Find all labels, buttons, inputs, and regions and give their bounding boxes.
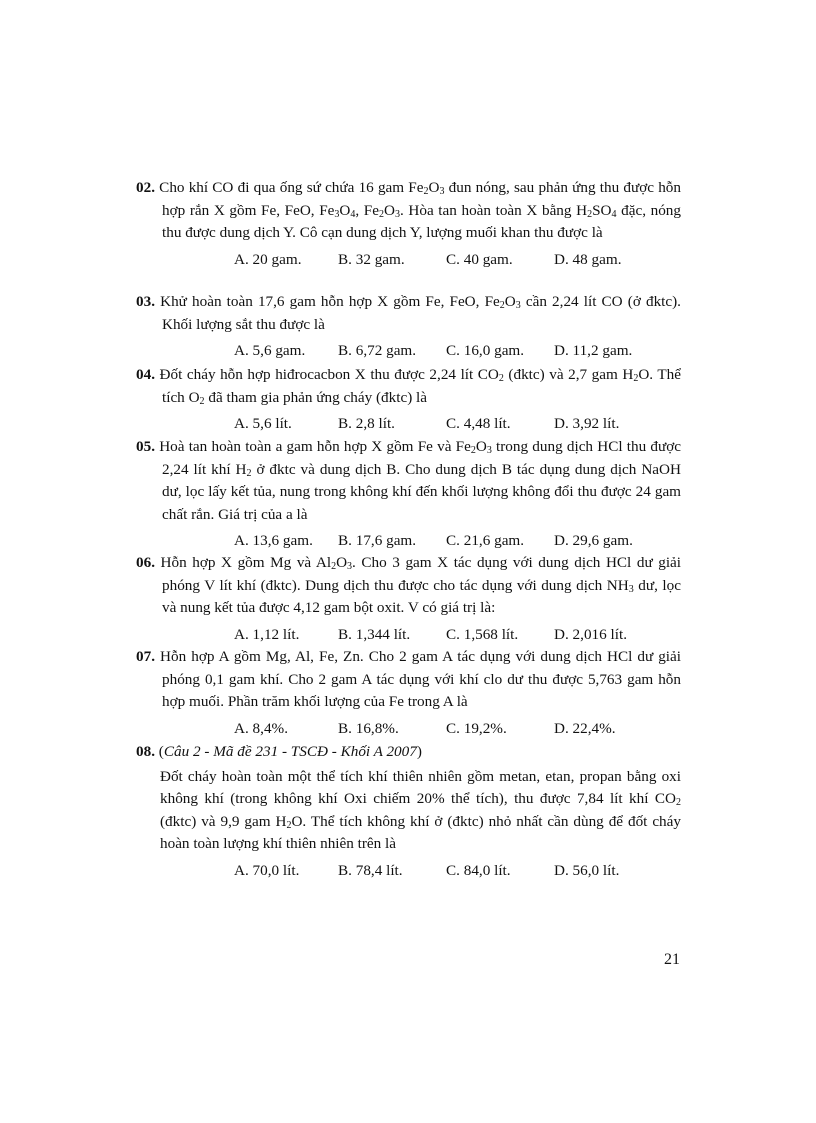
option-a: A. 1,12 lít.	[234, 625, 300, 643]
question-08	[136, 741, 681, 883]
option-d: D. 56,0 lít.	[554, 861, 620, 879]
option-b: B. 17,6 gam.	[338, 532, 417, 550]
question-body: Đốt cháy hỗn hợp hiđrocacbon X thu được 2,24 lít $CO_2$ (đktc) và 2,7 gam $H_2O$. Thể tích $O_2$ đã tham gia phản ứng cháy (đktc) là	[154, 366, 681, 407]
question-07	[136, 646, 681, 741]
option-d: D. 11,2 gam.	[554, 342, 633, 360]
question-source: Câu 2 - Mã đề 231 - TSCĐ - Khối A 2007	[163, 743, 417, 760]
question-text	[136, 177, 681, 245]
question-body: Hỗn hợp X gồm Mg và $Al_2O_3$. Cho 3 gam X tác dụng với dung dịch HCl dư giải phóng V lít khí (đktc). Dung dịch thu được cho tác dụng với dung dịch $NH_3$ dư, lọc và nung kết tủa được 4,12 gam bột oxit. V có giá trị là:	[154, 554, 682, 617]
answer-options	[136, 718, 681, 741]
question-number: 04.	[136, 366, 155, 383]
option-b: B. 78,4 lít.	[338, 861, 403, 879]
question-02	[136, 177, 681, 272]
question-number: 06.	[136, 554, 155, 571]
question-number: 03.	[136, 293, 155, 310]
option-c: C. 16,0 gam.	[446, 342, 525, 360]
option-a: A. 70,0 lít.	[234, 861, 300, 879]
option-b: B. 32 gam.	[338, 250, 405, 268]
question-text	[136, 646, 681, 714]
question-header	[136, 741, 681, 764]
option-d: D. 3,92 lít.	[554, 415, 620, 433]
option-b: B. 6,72 gam.	[338, 342, 417, 360]
question-body: Cho khí CO đi qua ống sứ chứa 16 gam $Fe_2O_3$ đun nóng, sau phản ứng thu được hỗn hợp rắn X gồm Fe, FeO, $Fe_3O_4$, $Fe_2O_3$. Hòa tan hoàn toàn X bằng $H_2SO_4$ đặc, nóng thu được dung dịch Y. Cô cạn dung dịch Y, lượng muối khan thu được là	[154, 179, 681, 242]
option-d: D. 2,016 lít.	[554, 625, 627, 643]
source-open: (	[154, 743, 164, 760]
option-c: C. 1,568 lít.	[446, 625, 519, 643]
question-body: Đốt cháy hoàn toàn một thể tích khí thiên nhiên gồm metan, etan, propan bằng oxi không khí (trong không khí Oxi chiếm 20% thể tích), thu được 7,84 lít khí $CO_2$ (đktc) và 9,9 gam $H_2O$. Thể tích không khí ở (đktc) nhỏ nhất cần dùng để đốt cháy hoàn toàn lượng khí thiên nhiên trên là	[160, 767, 681, 853]
answer-options	[136, 413, 681, 436]
option-d: D. 29,6 gam.	[554, 532, 633, 550]
option-a: A. 13,6 gam.	[234, 532, 313, 550]
answer-options	[136, 249, 681, 272]
answer-options	[136, 340, 681, 363]
question-06	[136, 552, 681, 647]
question-body: Hỗn hợp A gồm Mg, Al, Fe, Zn. Cho 2 gam A tác dụng với dung dịch HCl dư giải phóng 0,1 gam khí. Cho 2 gam A tác dụng với khí clo dư thu được 5,763 gam hỗn hợp muối. Phần trăm khối lượng của Fe trong A là	[154, 648, 681, 711]
option-b: B. 2,8 lít.	[338, 415, 395, 433]
question-text	[136, 291, 681, 336]
option-c: C. 40 gam.	[446, 250, 513, 268]
option-a: A. 5,6 lít.	[234, 415, 292, 433]
answer-options	[136, 860, 681, 883]
question-text	[136, 552, 681, 620]
option-a: A. 20 gam.	[234, 250, 302, 268]
question-number: 05.	[136, 438, 155, 455]
option-c: C. 84,0 lít.	[446, 861, 511, 879]
question-number: 08.	[136, 743, 155, 760]
option-a: A. 8,4%.	[234, 719, 288, 737]
question-05	[136, 436, 681, 553]
option-d: D. 22,4%.	[554, 719, 616, 737]
question-text	[136, 364, 681, 409]
page-number: 21	[664, 951, 680, 968]
question-number: 07.	[136, 648, 155, 665]
question-text	[136, 436, 681, 526]
option-c: C. 19,2%.	[446, 719, 507, 737]
answer-options	[136, 530, 681, 553]
option-c: C. 4,48 lít.	[446, 415, 511, 433]
question-03	[136, 291, 681, 363]
question-number: 02.	[136, 179, 155, 196]
question-04	[136, 364, 681, 436]
option-a: A. 5,6 gam.	[234, 342, 306, 360]
answer-options	[136, 624, 681, 647]
option-d: D. 48 gam.	[554, 250, 622, 268]
source-close: )	[416, 743, 422, 760]
option-b: B. 1,344 lít.	[338, 625, 411, 643]
question-body: Hoà tan hoàn toàn a gam hỗn hợp X gồm Fe và $Fe_2O_3$ trong dung dịch HCl thu được 2,24 lít khí $H_2$ ở đktc và dung dịch B. Cho dung dịch B tác dụng dung dịch NaOH dư, lọc lấy kết tủa, nung trong không khí đến khối lượng không đổi thu được 24 gam chất rắn. Giá trị của a là	[154, 438, 681, 523]
option-b: B. 16,8%.	[338, 719, 399, 737]
question-body: Khử hoàn toàn 17,6 gam hỗn hợp X gồm Fe, FeO, $Fe_2O_3$ cần 2,24 lít CO (ở đktc). Khối lượng sắt thu được là	[154, 293, 681, 333]
option-c: C. 21,6 gam.	[446, 532, 525, 550]
